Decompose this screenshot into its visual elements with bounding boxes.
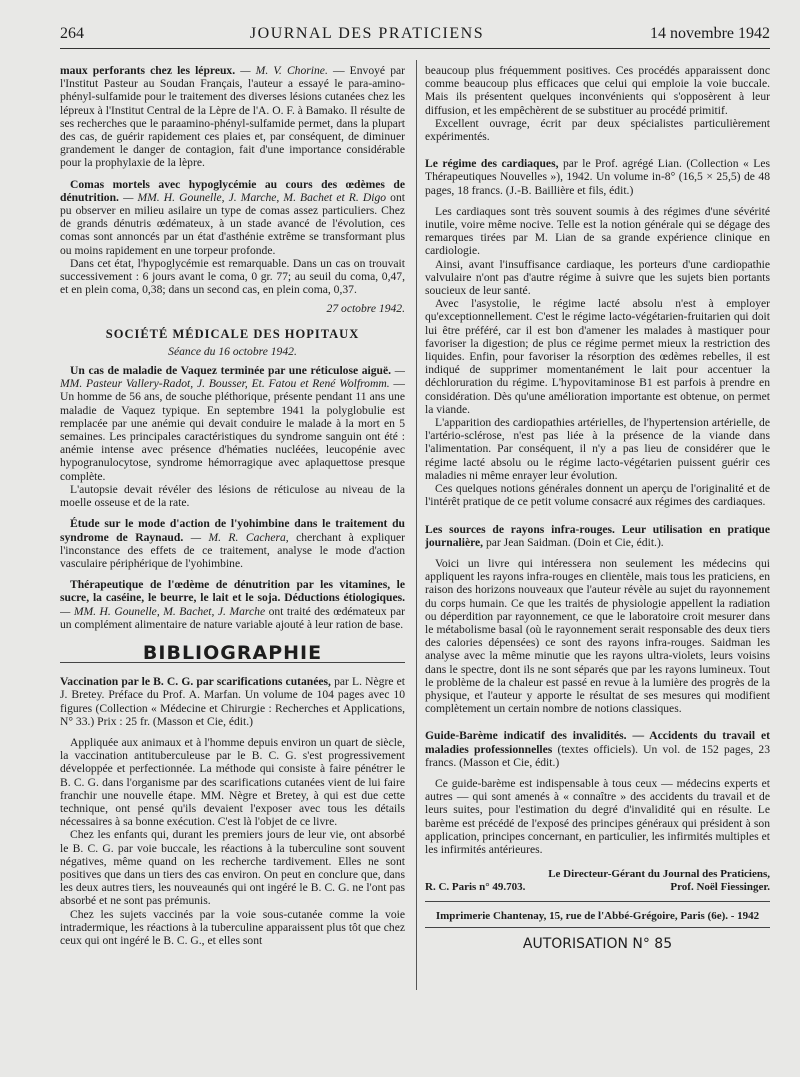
article-title: Étude sur le mode d'action de l'yohimbine dans le traitement du syndrome de Raynaud. <box>60 517 405 544</box>
book-authors: par le Prof. agrégé Lian. <box>558 157 682 171</box>
prof-signature: Prof. Noël Fiessinger. <box>670 881 770 894</box>
footer-row <box>425 881 770 901</box>
article-body: cherchant à expliquer l'inconstance des effets de ce traitement, analyse le mode d'action vasculaire périphérique de l'yohimbine. <box>60 530 405 570</box>
book-vaccination <box>60 675 405 728</box>
article-therapeutique <box>60 578 405 631</box>
article-paragraph: L'autopsie devait révéler des lésions de réticulose au niveau de la moelle osseuse et de la rate. <box>60 482 405 510</box>
review-paragraph: Ces quelques notions générales donnent un aperçu de l'originalité et de l'intérêt pratique de ce petit volume consacré aux régimes des cardiaques. <box>425 482 770 509</box>
article-vaquez <box>60 364 405 483</box>
book-details: Un volume de 104 pages avec 10 figures (Collection « Médecine et Chirurgie : Recherches et Applications, N° 33.) Prix : 25 fr. (Masson et Cie, édit.) <box>60 688 405 728</box>
journal-title: JOURNAL DES PRATICIENS <box>249 25 485 42</box>
article-authors: — MM. H. Gounelle, M. Bachet, J. Marche <box>60 604 266 618</box>
article-authors: — MM. Pasteur Vallery-Radot, J. Bousser, Et. Fatou et René Wolfromm. <box>60 364 405 391</box>
book-title: Les sources de rayons infra-rouges. Leur utilisation en pratique journalière, <box>425 522 770 549</box>
article-title: Thérapeutique de l'œdème de dénutrition par les vitamines, le sucre, la caséine, le beurre, le lait et le soja. Déductions étiologiques. <box>60 578 405 605</box>
book-details: (textes officiels). Un vol. de 152 pages, 23 francs. (Masson et Cie, édit.) <box>425 742 770 769</box>
book-details: (Doin et Cie, édit.). <box>570 535 664 549</box>
review-paragraph: Avec l'asystolie, le régime lacté absolu n'est à employer qu'exceptionnellement. C'est le régime lacto-végétarien-fruitarien qui doit lui être préféré, car il est bon d'amener les malades à mastiquer pour favoriser la digestion; de plus ce régime permet mieux la restriction des liquides. Enfin, pour favoriser la résorption des œdèmes rebelles, il est indiqué de supprimer momentanément le lait pour accentuer la déchloruration du régime. L'hypovitaminose B1 est parfois à prendre en considération. Dès qu'une amélioration importante est obtenue, on permet la viande. <box>425 297 770 416</box>
book-authors: par Jean Saidman. <box>483 535 571 549</box>
review-paragraph: Excellent ouvrage, écrit par deux spécialistes particulièrement expérimentés. <box>425 116 770 144</box>
article-paragraph: Dans cet état, l'hypoglycémie est remarquable. Dans un cas on trouvait successivement : 6 jours avant le coma, 0 gr. 77; au seuil du coma, 0,47, et en plein coma, 0,38; dans un second cas, en plein coma, 0,37. <box>60 256 405 297</box>
issue-date: 14 novembre 1942 <box>650 25 770 42</box>
rc-number: R. C. Paris n° 49.703. <box>425 881 526 894</box>
right-column <box>425 64 770 1014</box>
review-paragraph: Chez les enfants qui, durant les premiers jours de leur vie, ont absorbé le B. C. G. par voie buccale, les réactions à la tuberculine sont souvent négatives, même quand on les recherche tardivement. Elles ne sont positives que dans un tiers des cas environ. On peut en conclure que, dans les deux autres tiers, les nouveaunés qui ont ingéré le B. C. G. ne l'ont pas absorbé et ne sont pas prémunis. <box>60 828 405 908</box>
bibliographie-heading: BIBLIOGRAPHIE <box>142 641 323 664</box>
book-infrarouges <box>425 523 770 549</box>
page-number: 264 <box>60 25 84 42</box>
review-paragraph: Ainsi, avant l'insuffisance cardiaque, les porteurs d'une cardiopathie valvulaire n'ont pas d'autre régime à suivre que les sujets bien portants soucieux de leur santé. <box>425 257 770 298</box>
book-title: Guide-Barème indicatif des invalidités. — Accidents du travail et maladies professionnelles <box>425 729 770 756</box>
article-body: ont pu observer en milieu asilaire un type de comas assez particuliers. Chez de grands dénutris œdémateux, à un stade avancé de l'évolution, ces comas sont annoncés par un état d'asthénie extrême se transformant plus ou moins rapidement en une torpeur profonde. <box>60 190 405 257</box>
directeur-line: Le Directeur-Gérant du Journal des Praticiens, <box>548 868 770 881</box>
book-authors: par L. Nègre et J. Bretey. Préface du Prof. A. Marfan. <box>60 675 405 702</box>
section-seance: Séance du 16 octobre 1942. <box>168 344 297 358</box>
review-paragraph: Ce guide-barème est indispensable à tous ceux — médecins experts et autres — qui sont amenés à « connaître » des accidents du travail et de leurs suites, pour l'estimation du degré d'invalidité qui en résulte. Le barème est précédé de l'exposé des principes généraux qui président à son application, principes concernant, en particulier, les infirmités multiples et les infirmités antérieures. <box>425 776 770 856</box>
left-column <box>60 64 405 1064</box>
review-paragraph: L'apparition des cardiopathies artérielles, de l'hypertension artérielle, de l'artério-sclérose, n'est pas liée à la présence de la viande dans l'alimentation. Par conséquent, il n'y a pas lieu de considérer que le régime lacté absolu ou le régime lacto-végétarien puissent guérir ces maladies ni même enrayer leur évolution. <box>425 416 770 482</box>
article-comas <box>60 178 405 257</box>
article-authors: — M. R. Cachera, <box>190 530 289 544</box>
book-invalidites <box>425 729 770 769</box>
review-paragraph: Appliquée aux animaux et à l'homme depuis environ un quart de siècle, la vaccination antituberculeuse par le B. C. G. s'est progressivement développée et perfectionnée. La méthode qui consiste à faire pénétrer le B. C. G. dans l'organisme par des scarifications cutanées vient de lui faire franchir une nouvelle étape. MM. Nègre et Bretey, à qui est due cette technique, ont pensé qu'ils devaient l'exposer avec tous les détails nécessaires à sa bonne exécution. C'est là l'objet de ce livre. <box>60 735 405 829</box>
page-header <box>60 20 770 49</box>
column-divider <box>416 60 417 990</box>
article-body: — Un homme de 56 ans, de souche pléthorique, présente pendant 11 ans une maladie de Vaquez typique. En septembre 1941 la polyglobulie est remplacée par une anémie qui devait conduire le malade à la mort en 5 semaines. Les principales caractéristiques du syndrome sanguin ont été : anémie intense avec présence d'hématies nucléées, leucopénie avec hypogranulocytose, syndrome hémorragique avec aplaquettose presque complète. <box>60 377 405 483</box>
article-body: — Envoyé par l'Institut Pasteur au Soudan Français, l'auteur a essayé le para-amino-phényl-sulfamide pour le traitement des diverses lésions cutanées chez les lépreux à l'Institut Central de la Lèpre de l'A. O. F. à Bamako. Il résulte de ses recherches que le paraamino-phényl-sulfamide permet, dans la plupart des cas, de guérir rapidement ces plaies et, par conséquent, de diminuer grandement le danger de contagion, fait d'une importance considérable pour la prophylaxie de la lèpre. <box>60 64 405 170</box>
review-paragraph: Les cardiaques sont très souvent soumis à des régimes d'une sévérité inutile, voire même nocive. Telle est la notion générale qui se dégage des remarques tirées par M. Lian de sa grande expérience clinique en cardiologie. <box>425 204 770 258</box>
article-date: 27 octobre 1942. <box>326 302 405 316</box>
article-authors: — M. V. Chorine. <box>240 64 328 77</box>
article-authors: — MM. H. Gounelle, J. Marche, M. Bachet et R. Digo <box>123 190 387 204</box>
book-cardiaques <box>425 157 770 197</box>
book-title: Vaccination par le B. C. G. par scarifications cutanées, <box>60 675 331 689</box>
review-continuation: beaucoup plus fréquemment positives. Ces procédés apparaissent donc comme beaucoup plus efficaces que celui qui emploie la voie buccale. Mais ils présentent quelques inconvénients qui s'opposèrent à leur diffusion, et les empêchèrent de se substituer au procédé primitif. <box>425 64 770 117</box>
autorisation-line: AUTORISATION N° 85 <box>522 935 673 952</box>
article-lepreux <box>60 64 405 170</box>
article-title: maux perforants chez les lépreux. <box>60 64 236 77</box>
book-details: (Collection « Les Thérapeutiques Nouvelles »), 1942. Un volume in-8° (16,5 × 25,5) de 48 pages, 18 francs. (J.-B. Baillière et fils, édit.) <box>425 157 770 197</box>
article-title: Comas mortels avec hypoglycémie au cours des œdèmes de dénutrition. <box>60 177 405 204</box>
review-paragraph: Chez les sujets vaccinés par la voie sous-cutanée comme la voie intradermique, les réactions à la tuberculine apparaissent plus tôt que chez ceux qui ont ingéré le B. C. G., et elles sont <box>60 907 405 947</box>
section-heading: SOCIÉTÉ MÉDICALE DES HOPITAUX <box>105 326 360 341</box>
article-yohimbine <box>60 517 405 570</box>
book-title: Le régime des cardiaques, <box>425 157 559 171</box>
article-title: Un cas de maladie de Vaquez terminée par une réticulose aiguë. <box>70 364 392 378</box>
article-body: ont traité des œdémateux par un complément alimentaire de nature variable ajouté à leur ration de base. <box>60 604 405 631</box>
review-paragraph: Voici un livre qui intéressera non seulement les médecins qui appliquent les rayons infra-rouges en clientèle, mais tous les praticiens, en raison des horizons nouveaux que l'auteur révèle au sujet du rayonnement du corps humain. Ce que les traités de physiologie appellent la radiation ou déperdition par rayonnement, ce que le laboratoire croit mesurer dans le métabolisme basal (où le rayonnement serait responsable des deux tiers des calories dépensées) ce sont des rayons infra-rouges. Saidman les analyse avec la même minutie que les rayons ultra-violets, leurs voisins dans le spectre, dont ils ne sont séparés que par les rayons lumineux. Tout le problème de la chaleur est passé en revue à la lumière des progrès de la physique, et l'auteur y apporte le résultat de ses mesures qui modifient complètement un certain nombre de notions classiques. <box>425 556 770 716</box>
imprimerie-line: Imprimerie Chantenay, 15, rue de l'Abbé-Grégoire, Paris (6e). - 1942 <box>425 908 770 928</box>
